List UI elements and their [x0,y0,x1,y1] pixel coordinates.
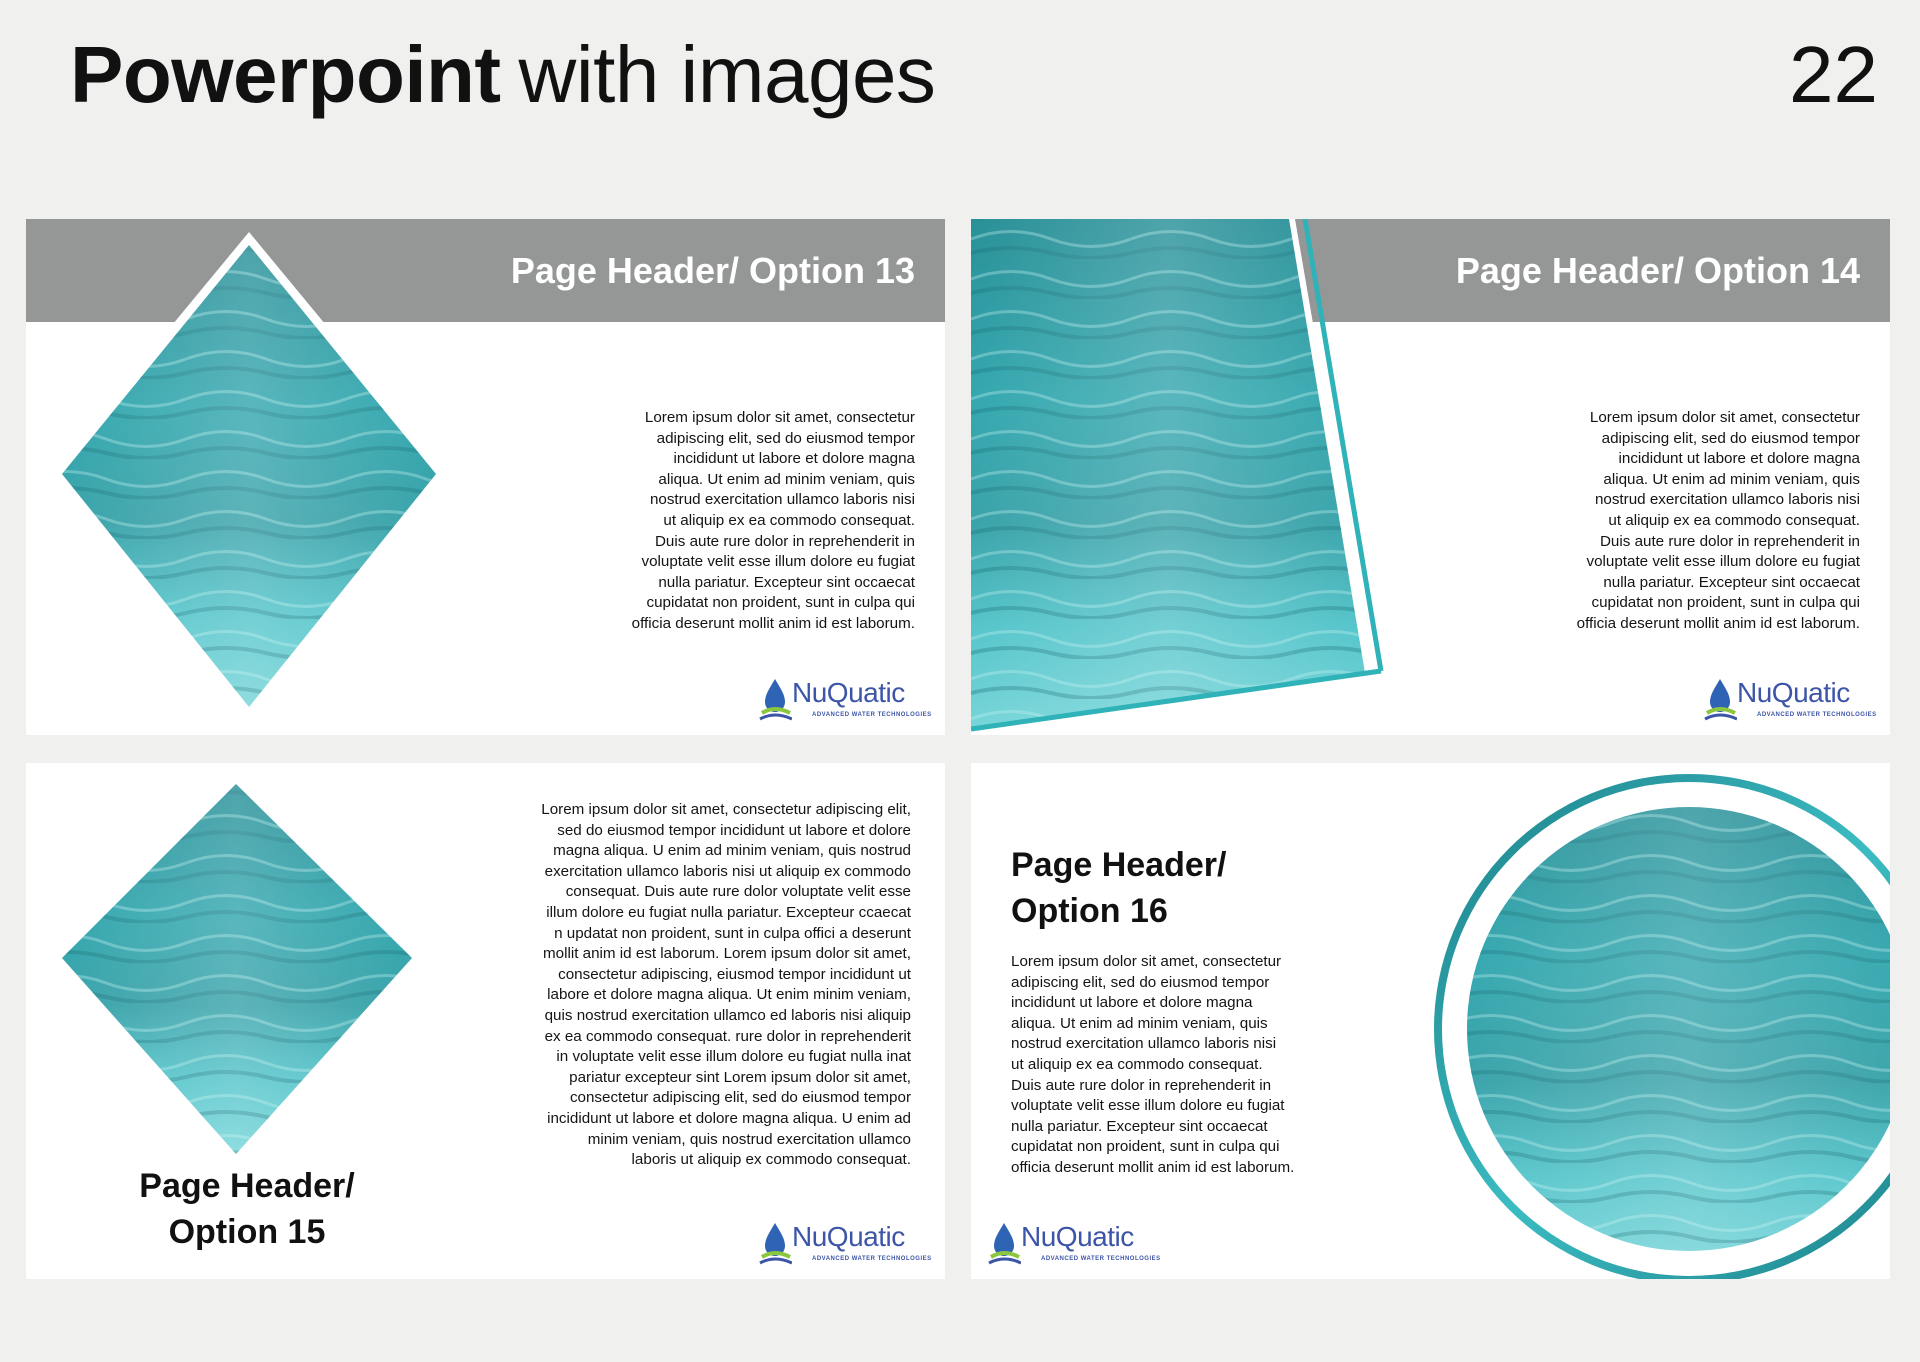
logo-wordmark: NuQuatic [792,677,905,708]
page-number: 22 [1789,30,1878,119]
logo-tagline: ADVANCED WATER TECHNOLOGIES [812,712,932,718]
slide-body-text: Lorem ipsum dolor sit amet, consectetur adipiscing elit, sed do eiusmod tempor incididunt ut labore et dolore magna aliqua. Ut enim ad minim veniam, quis nostrud exercitation ullamco laboris nisi ut aliquip ex ea commodo consequat. Duis aute rure dolor in reprehenderit in voluptate velit esse illum dolore eu fugiat nulla pariatur. Excepteur sint occaecat cupidatat non proident, sunt in culpa qui officia deserunt mollit anim id est laborum. [1011,953,1295,1176]
logo-tagline: ADVANCED WATER TECHNOLOGIES [1041,1256,1161,1262]
water-drop-icon [1703,675,1737,725]
page-title-light: with images [518,30,936,119]
page-title-bold: Powerpoint [70,30,501,119]
nuquatic-logo [987,1219,1163,1269]
nuquatic-logo [758,675,934,725]
logo-wordmark: NuQuatic [1021,1221,1134,1252]
slide-title: Page Header/ Option 16 [1011,846,1227,930]
slide-body-text: Lorem ipsum dolor sit amet, consectetur adipiscing elit, sed do eiusmod tempor incididunt ut labore et dolore magna aliqua. U enim ad minim veniam, quis nostrud exercitation ullamco laboris nisi ut aliquip ex commodo consequat. Duis aute rure dolor voluptate velit esse illum dolore eu fugiat nulla pariatur. Excepteur ccaecat n updatat non proident, sunt in culpa offici a deserunt mollit anim id est laborum. Lorem ipsum dolor sit amet, consectetur adipiscing, eiusmod tempor incididunt ut labore et dolore magna aliqua. Ut enim minim veniam, quis nostrud exercitation ullamco ed laboris nisi aliquip ex ea commodo consequat. rure dolor in reprehenderit in voluptate velit esse illum dolore eu fugiat nulla inat pariatur excepteur sint Lorem ipsum dolor sit amet, consectetur adipiscing elit, sed do eiusmod tempor incididunt ut labore et dolore magna aliqua. U enim ad minim veniam, quis nostrud exercitation ullamco laboris ut aliquip ex commodo consequat. [541,801,911,1169]
slide-title: Page Header/ Option 15 [139,1167,355,1251]
slide-option-13[interactable] [26,219,945,735]
slide-body-text: Lorem ipsum dolor sit amet, consectetur adipiscing elit, sed do eiusmod tempor incididunt ut labore et dolore magna aliqua. Ut enim ad minim veniam, quis nostrud exercitation ullamco laboris nisi ut aliquip ex ea commodo consequat. Duis aute rure dolor in reprehenderit in voluptate velit esse illum dolore eu fugiat nulla pariatur. Excepteur sint occaecat cupidatat non proident, sunt in culpa qui officia deserunt mollit anim id est laborum. [1576,409,1860,632]
water-drop-icon [987,1219,1021,1269]
water-drop-icon [758,675,792,725]
nuquatic-logo [1703,675,1879,725]
nuquatic-logo [758,1219,934,1269]
slide-title: Page Header/ Option 13 [510,250,915,291]
slide-option-15[interactable] [26,763,945,1279]
logo-tagline: ADVANCED WATER TECHNOLOGIES [812,1256,932,1262]
slide-body-text: Lorem ipsum dolor sit amet, consectetur adipiscing elit, sed do eiusmod tempor incididunt ut labore et dolore magna aliqua. Ut enim ad minim veniam, quis nostrud exercitation ullamco laboris nisi ut aliquip ex ea commodo consequat. Duis aute rure dolor in reprehenderit in voluptate velit esse illum dolore eu fugiat nulla pariatur. Excepteur sint occaecat cupidatat non proident, sunt in culpa qui officia deserunt mollit anim id est laborum. [631,409,915,632]
logo-wordmark: NuQuatic [792,1221,905,1252]
logo-wordmark: NuQuatic [1737,677,1850,708]
slide-option-16[interactable] [971,763,1890,1279]
water-drop-icon [758,1219,792,1269]
logo-tagline: ADVANCED WATER TECHNOLOGIES [1757,712,1877,718]
slide-option-14[interactable] [971,219,1890,735]
page-title [70,30,935,120]
slide-title: Page Header/ Option 14 [1455,250,1860,291]
